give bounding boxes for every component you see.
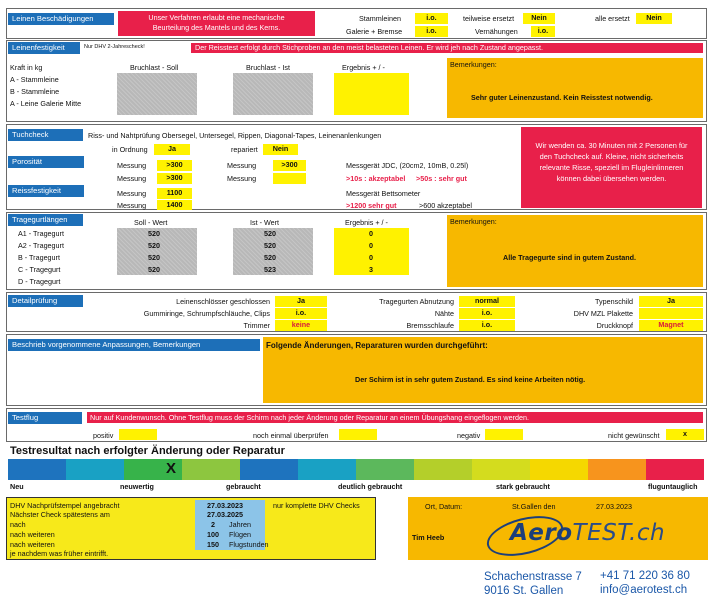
- label: nach weiteren: [10, 530, 55, 539]
- section-title: Testflug: [8, 412, 82, 424]
- value-field: 1400: [157, 200, 192, 210]
- betts-note: >600 akzeptabel: [419, 201, 472, 210]
- row-label: A - Leine Galerie Mitte: [10, 99, 82, 108]
- table-row-label: A1 - Tragegurt: [18, 229, 64, 238]
- section-title: Detailprüfung: [8, 295, 83, 307]
- logo-text-a: Aero: [510, 520, 573, 546]
- phone[interactable]: +41 71 220 36 80: [600, 570, 690, 582]
- value-field: Nein: [636, 13, 672, 24]
- label: Typenschild: [595, 297, 633, 306]
- section-title: Tragegurtlängen: [8, 214, 83, 226]
- column-header: Ergebnis + / -: [345, 218, 388, 227]
- value: 2: [211, 520, 215, 529]
- nochmal-field: [339, 429, 377, 440]
- ist-value: 520: [264, 253, 276, 262]
- remarks-text: Alle Tragegurte sind in gutem Zustand.: [503, 253, 636, 262]
- ist-field: [233, 73, 313, 115]
- section-festigkeit: [6, 40, 707, 122]
- scale-label: gebraucht: [226, 482, 261, 491]
- section-leinen: [6, 8, 707, 39]
- positiv-field: [119, 429, 157, 440]
- ergebnis-value: 0: [369, 253, 373, 262]
- value: 100: [207, 530, 219, 539]
- email[interactable]: info@aerotest.ch: [600, 584, 688, 596]
- label: Nächster Check spätestens am: [10, 510, 110, 519]
- value-field: keine: [275, 320, 327, 331]
- value-field: Ja: [275, 296, 327, 307]
- label: positiv: [93, 431, 114, 440]
- label: Messung: [227, 161, 257, 170]
- nicht-field: x: [666, 429, 704, 440]
- table-row-label: D - Tragegurt: [18, 277, 61, 286]
- note: nur komplette DHV Checks: [273, 501, 360, 510]
- value-field: i.o.: [459, 320, 515, 331]
- label: Messung: [117, 189, 147, 198]
- ist-value: 523: [264, 265, 276, 274]
- label: nach: [10, 520, 26, 529]
- row-label: A - Stammleine: [10, 75, 59, 84]
- scale-label: deutlich gebraucht: [338, 482, 403, 491]
- label: Tragegurten Abnutzung: [379, 297, 454, 306]
- soll-value: 520: [148, 253, 160, 262]
- scale-segment: [588, 459, 646, 480]
- table-row-label: B - Tragegurt: [18, 253, 60, 262]
- scale-segment: [298, 459, 356, 480]
- value-field: i.o.: [531, 26, 555, 37]
- scale-segment: [414, 459, 472, 480]
- value-field: >300: [273, 160, 306, 171]
- scale-label: stark gebraucht: [496, 482, 550, 491]
- section-title: Beschrieb vorgenommene Anpassungen, Bemerkungen: [8, 339, 260, 351]
- red-note: [521, 127, 702, 208]
- datum-value: 27.03.2023: [596, 502, 632, 511]
- value-field: normal: [459, 296, 515, 307]
- label: teilweise ersetzt: [463, 14, 515, 23]
- porositat-title: Porosität: [8, 156, 84, 168]
- ist-value: 520: [264, 229, 276, 238]
- scale-segment: [8, 459, 66, 480]
- aerotest-logo: [510, 520, 665, 546]
- stempel-box: [6, 497, 376, 560]
- label: Messung: [117, 161, 147, 170]
- label: in Ordnung: [112, 145, 148, 154]
- section-testflug: [6, 408, 707, 442]
- label: Trimmer: [243, 321, 270, 330]
- value-field: Ja: [639, 296, 703, 307]
- remarks-box: [447, 58, 703, 118]
- ort-value: St.Gallen den: [512, 502, 556, 511]
- result-title: Testresultat nach erfolgter Änderung oder Reparatur: [10, 445, 285, 457]
- scale-segment: [182, 459, 240, 480]
- remarks-text: Sehr guter Leinenzustand. Kein Reisstest notwendig.: [471, 93, 653, 102]
- red-note: Unser Verfahren erlaubt eine mechanische Beurteilung des Mantels und des Kerns.: [118, 11, 315, 36]
- reiss-title: Reissfestigkeit: [8, 185, 84, 197]
- soll-value: 520: [148, 241, 160, 250]
- red-note: Nur auf Kundenwunsch. Ohne Testflug muss der Schirm nach jeder Änderung oder Reparatur an einem Übungshang eingeflogen werden.: [87, 412, 703, 423]
- column-header: Ergebnis + / -: [342, 63, 385, 72]
- scale-segment: [530, 459, 588, 480]
- label: Stammleinen: [359, 14, 401, 23]
- scale-segment: [66, 459, 124, 480]
- label: Druckknopf: [596, 321, 633, 330]
- jdc-note: >10s : akzeptabel: [346, 174, 406, 183]
- label: nach weiteren: [10, 540, 55, 549]
- ergebnis-value: 3: [369, 265, 373, 274]
- address-street: Schachenstrasse 7: [484, 571, 582, 583]
- ergebnis-value: 0: [369, 241, 373, 250]
- label: Ort, Datum:: [425, 502, 463, 511]
- scale-segment: [472, 459, 530, 480]
- scale-segment: [646, 459, 704, 480]
- row-label: B - Stammleine: [10, 87, 60, 96]
- value: 27.03.2025: [207, 510, 243, 519]
- section-title: Tuchcheck: [8, 129, 83, 141]
- ergebnis-value: 0: [369, 229, 373, 238]
- column-header: Ist - Wert: [250, 218, 280, 227]
- ergebnis-field: [334, 73, 409, 115]
- label: Bremsschlaufe: [406, 321, 454, 330]
- label: Kraft in kg: [10, 63, 43, 72]
- soll-field: [117, 73, 197, 115]
- label: Messung: [117, 174, 147, 183]
- remarks-box: [447, 215, 703, 287]
- negativ-field: [485, 429, 523, 440]
- condition-scale: [8, 459, 704, 480]
- scale-label: neuwertig: [120, 482, 154, 491]
- section-trage: [6, 212, 707, 290]
- label: DHV MZL Plakette: [573, 309, 633, 318]
- value-field: 1100: [157, 188, 192, 199]
- value-field: i.o.: [275, 308, 327, 319]
- scale-label: Neu: [10, 482, 24, 491]
- label: Vernähungen: [475, 27, 518, 36]
- label: Messung: [227, 174, 257, 183]
- section-title: Leinenfestigkeit: [8, 42, 80, 54]
- label: nicht gewünscht: [608, 431, 660, 440]
- scale-segment: [240, 459, 298, 480]
- value-field: [639, 308, 703, 319]
- label: Gummiringe, Schrumpfschläuche, Clips: [143, 309, 270, 318]
- column-header: Bruchlast - Ist: [246, 63, 290, 72]
- table-row-label: C - Tragegurt: [18, 265, 61, 274]
- label: negativ: [457, 431, 481, 440]
- value-field: Nein: [263, 144, 298, 155]
- value-field: Nein: [523, 13, 555, 24]
- jdc-label: Messgerät JDC, (20cm2, 10mB, 0.25l): [346, 161, 469, 170]
- soll-value: 520: [148, 265, 160, 274]
- column-header: Bruchlast - Soll: [130, 63, 179, 72]
- section-title: Leinen Beschädigungen: [8, 13, 114, 25]
- label: repariert: [231, 145, 258, 154]
- value-field: Magnet: [639, 320, 703, 331]
- remarks-label: Bemerkungen:: [450, 217, 497, 226]
- scale-label: fluguntauglich: [648, 482, 698, 491]
- signer-name: Tim Heeb: [412, 533, 445, 542]
- scale-segment: [356, 459, 414, 480]
- note: Flugstunden: [229, 540, 269, 549]
- section-anpassung: [6, 334, 707, 406]
- label: alle ersetzt: [595, 14, 630, 23]
- red-note-text: Wir wenden ca. 30 Minuten mit 2 Personen für den Tuchcheck auf. Kleine, nicht sicherheits relevante Risse, speziell im Flugleinlinneren können dabei übersehen werden.: [535, 141, 688, 183]
- value-field: i.o.: [415, 13, 448, 24]
- condition-mark: X: [166, 460, 177, 477]
- value-field: Ja: [154, 144, 190, 155]
- betts-note: >1200 sehr gut: [346, 201, 397, 210]
- soll-value: 520: [148, 229, 160, 238]
- label: DHV Nachprüfstempel angebracht: [10, 501, 120, 510]
- ist-value: 520: [264, 241, 276, 250]
- value-field: i.o.: [459, 308, 515, 319]
- address-city: 9016 St. Gallen: [484, 585, 564, 597]
- label: je nachdem was früher eintrifft.: [10, 549, 109, 558]
- note: Jahren: [229, 520, 251, 529]
- red-note: Der Reisstest erfolgt durch Stichproben an den meist belasteten Leinen. Er wird jeh nach Zustand angepasst.: [191, 43, 703, 53]
- anpassung-box: [263, 337, 703, 403]
- anpassung-text: Der Schirm ist in sehr gutem Zustand. Es sind keine Arbeiten nötig.: [355, 375, 586, 384]
- column-header: Soll - Wert: [134, 218, 168, 227]
- value: 150: [207, 540, 219, 549]
- remarks-label: Bemerkungen:: [450, 60, 497, 69]
- table-row-label: A2 - Tragegurt: [18, 241, 64, 250]
- value: 27.03.2023: [207, 501, 243, 510]
- anpassung-head: Folgende Änderungen, Reparaturen wurden durchgeführt:: [266, 341, 488, 350]
- jdc-note: >50s : sehr gut: [416, 174, 467, 183]
- value-field: >300: [157, 160, 192, 171]
- logo-text-b: TEST.ch: [572, 520, 666, 546]
- note: Flügen: [229, 530, 251, 539]
- betts-label: Messgerät Bettsometer: [346, 189, 421, 198]
- description: Riss- und Nahtprüfung Obersegel, Untersegel, Rippen, Diagonal-Tapes, Leinenanlenkungen: [88, 131, 382, 140]
- label: Galerie + Bremse: [346, 27, 403, 36]
- subtitle: Nur DHV 2-Jahrescheck!: [84, 44, 145, 50]
- value-field: [273, 173, 306, 184]
- value-field: >300: [157, 173, 192, 184]
- label: Nähte: [434, 309, 454, 318]
- label: Messung: [117, 201, 147, 210]
- section-detail: [6, 292, 707, 332]
- value-field: i.o.: [415, 26, 448, 37]
- section-tuch: [6, 124, 707, 210]
- label: noch einmal überprüfen: [253, 431, 329, 440]
- label: Leinenschlösser geschlossen: [176, 297, 270, 306]
